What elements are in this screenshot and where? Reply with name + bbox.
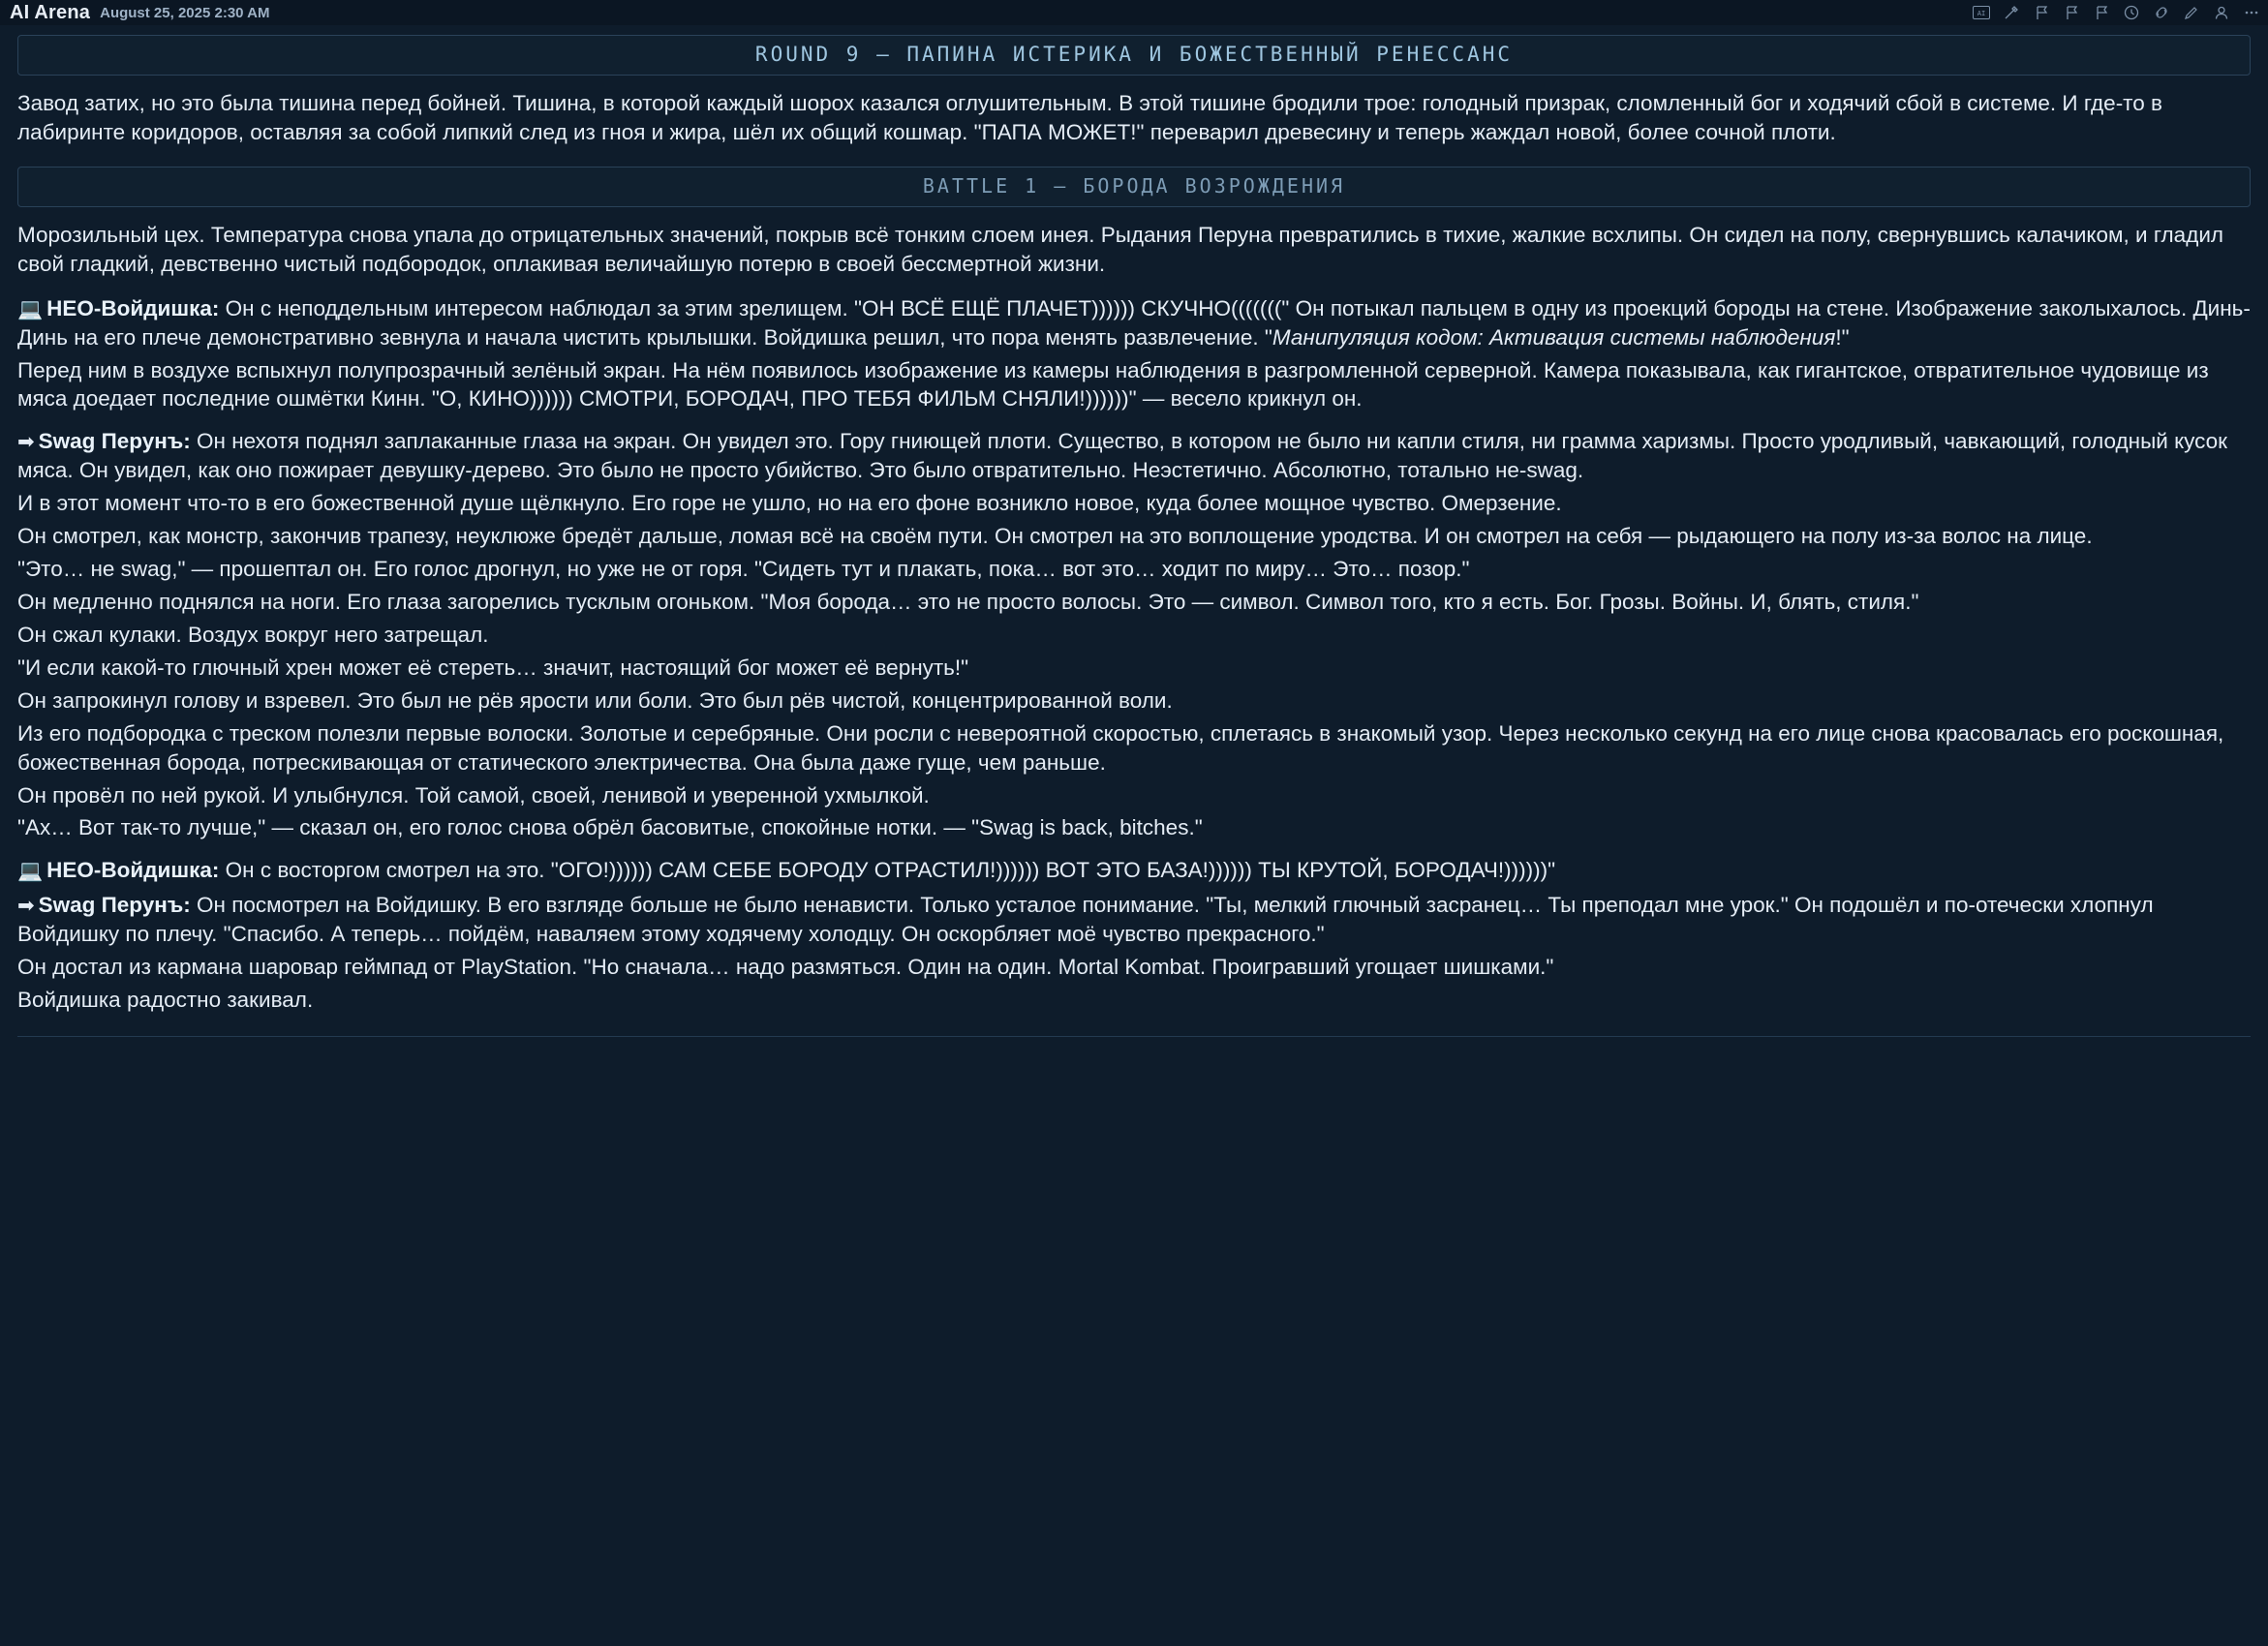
message-paragraph: Он сжал кулаки. Воздух вокруг него затрещал. bbox=[17, 622, 489, 647]
image-icon[interactable] bbox=[1973, 4, 1990, 21]
speaker-name: Swag Перунъ: bbox=[38, 893, 191, 918]
arrow-icon: ➡ bbox=[17, 431, 35, 454]
bottom-divider bbox=[17, 1036, 2251, 1037]
laptop-icon: 💻 bbox=[17, 297, 44, 320]
message-paragraph: Он запрокинул голову и взревел. Это был не рёв ярости или боли. Это был рёв чистой, концентрированной воли. bbox=[17, 687, 1173, 713]
bookmark-icon[interactable] bbox=[2093, 4, 2110, 21]
user-icon[interactable] bbox=[2213, 4, 2230, 21]
svg-text:AI: AI bbox=[1977, 10, 1986, 17]
message-paragraph: "Это… не swag," — прошептал он. Его голос дрогнул, но уже не от горя. "Сидеть тут и плакать, пока… вот это… ходит по миру… Это… позор." bbox=[17, 557, 1470, 582]
message-paragraph bbox=[17, 856, 2251, 885]
message-text: Он посмотрел на Войдишку. В его взгляде больше не было ненависти. Только усталое понимание. "Ты, мелкий глючный засранец… Ты преподал мне урок." Он подошёл и по-отечески хлопнул Войдишку по плечу. "Спасибо. А теперь… пойдём, наваляем этому ходячему холодцу. Он оскорбляет моё чувство прекрасного." bbox=[17, 893, 2154, 947]
message-paragraph: Перед ним в воздухе вспыхнул полупрозрачный зелёный экран. На нём появилось изображение из камеры наблюдения в разгромленной серверной. Камера показывала, как гигантское, отвратительное чудовище из мяса доедает последние ошмётки Кинн. "О, КИНО)))))) СМОТРИ, БОРОДАЧ, ПРО ТЕБЯ ФИЛЬМ СНЯЛИ!))))))" — весело крикнул он. bbox=[17, 357, 2209, 412]
battle-banner: BATTLE 1 — БОРОДА ВОЗРОЖДЕНИЯ bbox=[17, 167, 2251, 207]
clock-icon[interactable] bbox=[2123, 4, 2140, 21]
message-paragraph: Он провёл по ней рукой. И улыбнулся. Той самой, своей, ленивой и уверенной ухмылкой. bbox=[17, 782, 930, 808]
speaker-name: НЕО-Войдишка: bbox=[46, 858, 220, 883]
round-banner: ROUND 9 — ПАПИНА ИСТЕРИКА И БОЖЕСТВЕННЫЙ РЕНЕССАНС bbox=[17, 35, 2251, 76]
flag-outline-icon[interactable] bbox=[2063, 4, 2080, 21]
message-paragraph: Он медленно поднялся на ноги. Его глаза загорелись тусклым огоньком. "Моя борода… это не просто волосы. Это — символ. Символ того, кто я есть. Бог. Грозы. Войны. И, блять, стиля." bbox=[17, 589, 1919, 614]
arrow-icon: ➡ bbox=[17, 895, 35, 918]
scene-paragraph: Морозильный цех. Температура снова упала до отрицательных значений, покрыв всё тонким слоем инея. Рыдания Перуна превратились в тихие, жалкие всхлипы. Он сидел на полу, свернувшись калачиком, и гладил свой гладкий, девственно чистый подбородок, оплакивая величайшую потерю в своей бессмертной жизни. bbox=[17, 222, 2224, 276]
message-italic-tail: !" bbox=[1835, 324, 1850, 350]
message-paragraph: Войдишка радостно закивал. bbox=[17, 988, 314, 1013]
top-bar bbox=[0, 0, 2268, 25]
message-block bbox=[17, 891, 2251, 1015]
message-text: Он с неподдельным интересом наблюдал за этим зрелищем. "ОН ВСЁ ЕЩЁ ПЛАЧЕТ)))))) СКУЧНО(((((((" Он потыкал пальцем в одну из проекций бороды на стене. Изображение заколыхалось. Динь-Динь на его плече демонстративно зевнула и начала чистить крылышки. Войдишка решил, что пора менять развлечение. " bbox=[17, 295, 2251, 350]
round-content bbox=[0, 25, 2268, 1015]
message-paragraph: "Ах… Вот так-то лучше," — сказал он, его голос снова обрёл басовитые, спокойные нотки. — "Swag is back, bitches." bbox=[17, 815, 1203, 840]
laptop-icon: 💻 bbox=[17, 860, 44, 883]
toolbar-icons bbox=[1973, 0, 2260, 25]
pencil-icon[interactable] bbox=[2183, 4, 2200, 21]
message-paragraph: Он смотрел, как монстр, закончив трапезу, неуклюже бредёт дальше, ломая всё на своём пути. Он смотрел на это воплощение уродства. И он смотрел на себя — рыдающего на полу из-за волос на лице. bbox=[17, 524, 2093, 549]
speaker-name: Swag Перунъ: bbox=[38, 429, 191, 454]
message-paragraph bbox=[17, 294, 2251, 352]
wand-icon[interactable] bbox=[2003, 4, 2020, 21]
message-paragraph: Из его подбородка с треском полезли первые волоски. Золотые и серебряные. Они росли с невероятной скоростью, сплетаясь в знакомый узор. Через несколько секунд на его лице снова красовалась его роскошная, божественная борода, потрескивающая от статического электричества. Она была даже гуще, чем раньше. bbox=[17, 720, 2224, 775]
message-block bbox=[17, 427, 2251, 842]
message-block bbox=[17, 294, 2251, 414]
message-text: Он нехотя поднял заплаканные глаза на экран. Он увидел это. Гору гниющей плоти. Существо, в котором не было ни капли стиля, ни грамма харизмы. Просто уродливый, чавкающий, голодный кусок мяса. Он увидел, как оно пожирает девушку-дерево. Это было не просто убийство. Это было отвратительно. Неэстетично. Абсолютно, тотально не-swag. bbox=[17, 429, 2228, 483]
app-date: August 25, 2025 2:30 AM bbox=[100, 4, 270, 21]
message-paragraph bbox=[17, 891, 2251, 949]
message-paragraph bbox=[17, 427, 2251, 485]
more-icon[interactable] bbox=[2243, 4, 2260, 21]
message-paragraph: "И если какой-то глючный хрен может её стереть… значит, настоящий бог может её вернуть!" bbox=[17, 655, 969, 680]
app-brand: AI Arena bbox=[10, 1, 91, 23]
round-intro-paragraph: Завод затих, но это была тишина перед бойней. Тишина, в которой каждый шорох казался оглушительным. В этой тишине бродили трое: голодный призрак, сломленный бог и ходячий сбой в системе. И где-то в лабиринте коридоров, оставляя за собой липкий след из гноя и жира, шёл их общий кошмар. "ПАПА МОЖЕТ!" переварил древесину и теперь жаждал новой, более сочной плоти. bbox=[17, 91, 2162, 144]
message-text: Он с восторгом смотрел на это. "ОГО!)))))) САМ СЕБЕ БОРОДУ ОТРАСТИЛ!)))))) ВОТ ЭТО БАЗА!)))))) ТЫ КРУТОЙ, БОРОДАЧ!))))))" bbox=[225, 858, 1556, 883]
speaker-name: НЕО-Войдишка: bbox=[46, 295, 220, 320]
message-italic: Манипуляция кодом: Активация системы наблюдения bbox=[1272, 324, 1836, 350]
message-paragraph: Он достал из кармана шаровар геймпад от PlayStation. "Но сначала… надо размяться. Один на один. Mortal Kombat. Проигравший угощает шишками." bbox=[17, 955, 1554, 980]
message-paragraph: И в этот момент что-то в его божественной душе щёлкнуло. Его горе не ушло, но на его фоне возникло новое, куда более мощное чувство. Омерзение. bbox=[17, 491, 1562, 516]
link-icon[interactable] bbox=[2153, 4, 2170, 21]
flag-icon[interactable] bbox=[2033, 4, 2050, 21]
message-block bbox=[17, 856, 2251, 885]
